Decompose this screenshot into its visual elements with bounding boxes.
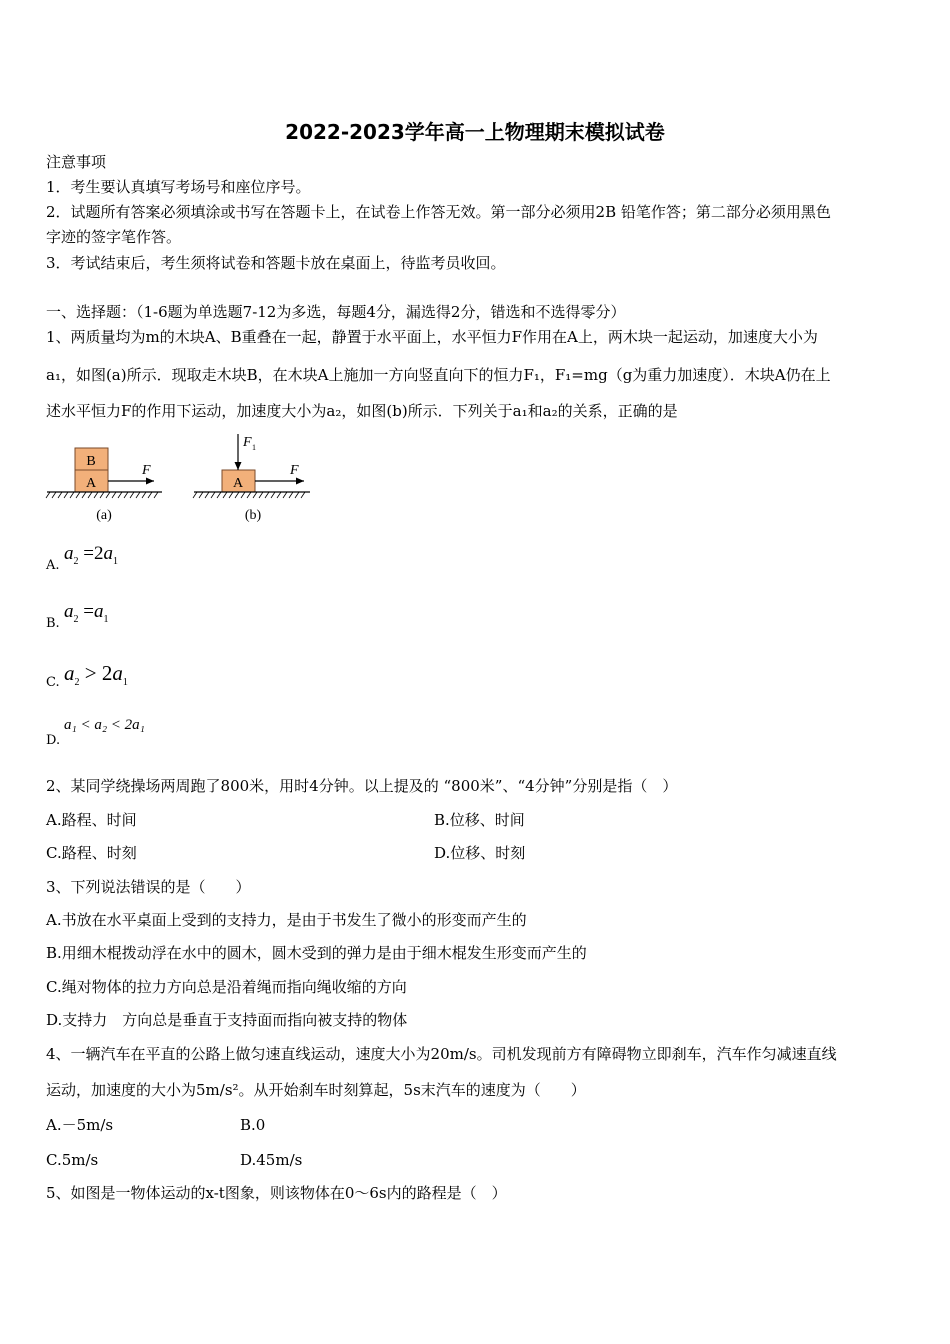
q1-stem-line: 1、两质量均为m的木块A、B重叠在一起，静置于水平面上，水平恒力F作用在A上，两木块一起运动，加速度大小为 [46, 328, 818, 346]
q3-option: A.书放在水平桌面上受到的支持力，是由于书发生了微小的形变而产生的 [46, 911, 527, 929]
notes-item: 3．考试结束后，考生须将试卷和答题卡放在桌面上，待监考员收回。 [46, 254, 506, 272]
notes-item: 2．试题所有答案必须填涂或书写在答题卡上，在试卷上作答无效。第一部分必须用2B 铅笔作答；第二部分必须用黑色 [46, 203, 831, 221]
force-label-b: F [290, 463, 299, 478]
q3-option: C.绳对物体的拉力方向总是沿着绳而指向绳收缩的方向 [46, 978, 407, 996]
q3-stem: 3、下列说法错误的是（ ） [46, 878, 251, 896]
exam-title: 2022-2023学年高一上物理期末模拟试卷 [285, 120, 665, 144]
q1-stem-line: 述水平恒力F的作用下运动，加速度大小为a₂，如图(b)所示．下列关于a₁和a₂的关系，正确的是 [46, 402, 678, 420]
notes-item: 1．考生要认真填写考场号和座位序号。 [46, 178, 311, 196]
block-a-label: A [85, 476, 97, 491]
option-c-formula: $a_2 > 2a_1$ [64, 661, 128, 689]
notes-heading: 注意事项 [46, 153, 107, 171]
q1-stem-line: a₁，如图(a)所示．现取走木块B，在木块A上施加一方向竖直向下的恒力F₁，F₁=mg（g为重力加速度）．木块A仍在上 [46, 366, 831, 384]
q4-stem-line: 运动，加速度的大小为5m/s²。从开始刹车时刻算起，5s末汽车的速度为（ ） [46, 1081, 586, 1099]
q2-option: D.位移、时刻 [434, 844, 526, 862]
q1-figure [42, 430, 322, 525]
q4-option: C.5m/s [46, 1151, 99, 1169]
q4-option: A.－5m/s [46, 1116, 114, 1134]
q4-stem-line: 4、一辆汽车在平直的公路上做匀速直线运动，速度大小为20m/s。司机发现前方有障碍物立即刹车，汽车作匀减速直线 [46, 1045, 837, 1063]
option-letter: B. [46, 616, 60, 631]
q5-stem: 5、如图是一物体运动的x-t图象，则该物体在0～6s内的路程是（ ） [46, 1184, 507, 1202]
block-a-b-label: A [232, 476, 244, 491]
q2-option: B.位移、时间 [434, 811, 525, 829]
option-letter: C. [46, 675, 60, 690]
option-a-formula: $a_2 =2a_1$ [64, 543, 118, 567]
q2-option: A.路程、时间 [46, 811, 137, 829]
block-b-label: B [86, 454, 96, 469]
option-letter: A. [46, 558, 60, 573]
q3-option: B.用细木棍拨动浮在水中的圆木，圆木受到的弹力是由于细木棍发生形变而产生的 [46, 944, 587, 962]
force1-label: F [243, 435, 252, 450]
q4-option: D.45m/s [240, 1151, 303, 1169]
section-heading: 一、选择题：（1-6题为单选题7-12为多选，每题4分，漏选得2分，错选和不选得零分） [46, 303, 626, 321]
q2-stem: 2、某同学绕操场两周跑了800米，用时4分钟。以上提及的 “800米”、“4分钟”分别是指（ ） [46, 777, 678, 795]
ground-hatch-b [193, 492, 305, 498]
q3-option: D.支持力 方向总是垂直于支持面而指向被支持的物体 [46, 1011, 408, 1029]
figure-b-caption: (b) [244, 508, 262, 523]
notes-item: 字迹的签字笔作答。 [46, 228, 182, 246]
force1-sub: 1 [252, 443, 256, 452]
option-b-formula: $a_2 =a_1$ [64, 601, 109, 625]
figure-a-caption: (a) [96, 508, 112, 523]
option-d-formula: a₁ < a₂ < 2a₁ [64, 717, 145, 733]
force-label: F [142, 463, 151, 478]
option-letter: D. [46, 733, 61, 748]
q2-option: C.路程、时刻 [46, 844, 137, 862]
ground-hatch [46, 492, 158, 498]
q4-option: B.0 [240, 1116, 266, 1134]
